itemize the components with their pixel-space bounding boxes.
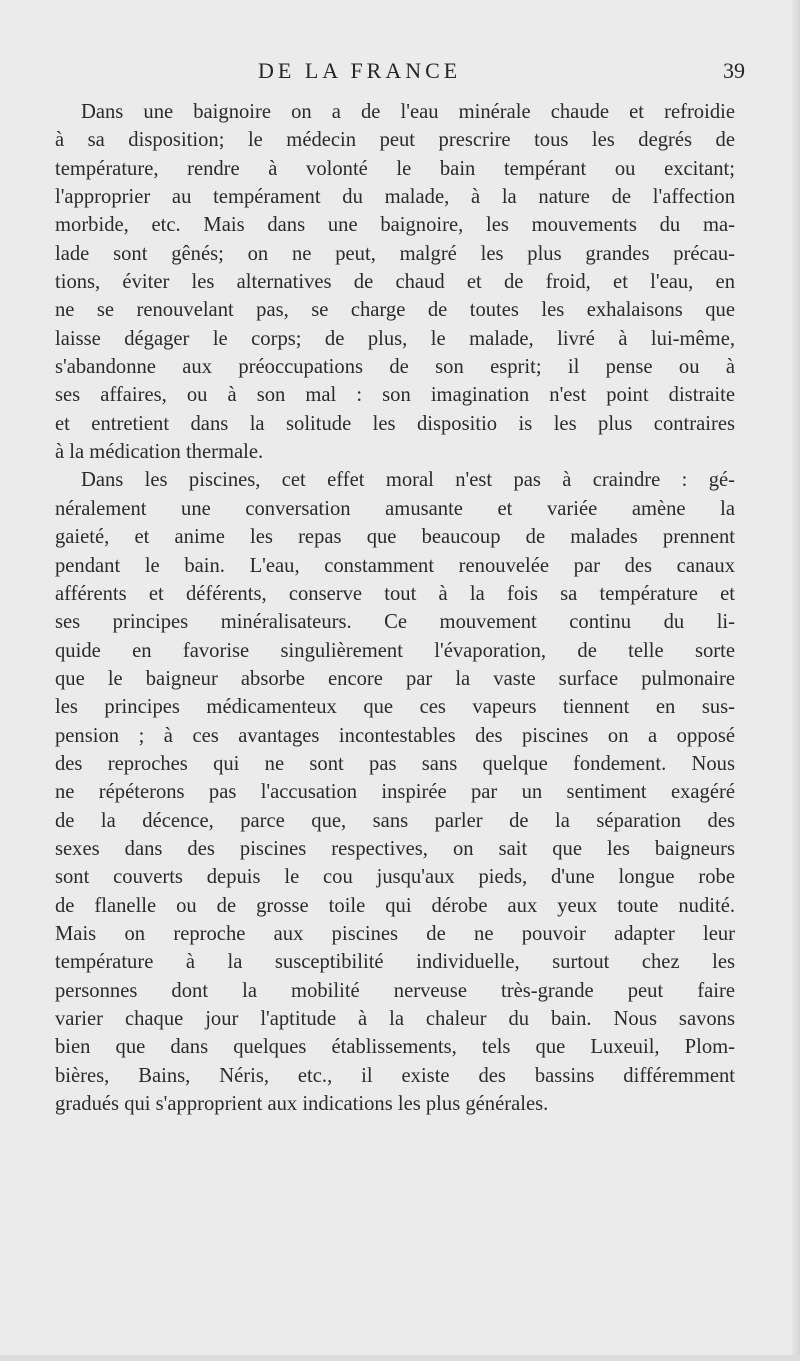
text-line: les principes médicamenteux que ces vapeurs tiennent en sus- [55, 696, 735, 719]
text-line: lade sont gênés; on ne peut, malgré les plus grandes précau- [55, 242, 735, 265]
paragraph-2 [55, 466, 735, 1118]
text-line: gaieté, et anime les repas que beaucoup de malades prennent [55, 526, 735, 549]
text-line: des reproches qui ne sont pas sans quelque fondement. Nous [55, 752, 735, 775]
text-line: Dans une baignoire on a de l'eau minérale chaude et refroidie [81, 101, 735, 123]
text-line: quide en favorise singulièrement l'évaporation, de telle sorte [55, 639, 735, 662]
text-line: l'approprier au tempérament du malade, à la nature de l'affection [55, 186, 735, 209]
body-text [55, 98, 735, 1118]
text-line: pension ; à ces avantages incontestables des piscines on a opposé [55, 724, 735, 747]
text-line: sont couverts depuis le cou jusqu'aux pieds, d'une longue robe [55, 866, 735, 889]
text-line: tions, éviter les alternatives de chaud et de froid, et l'eau, en [55, 271, 735, 294]
text-line: ses principes minéralisateurs. Ce mouvement continu du li- [55, 611, 735, 634]
text-line: Dans les piscines, cet effet moral n'est pas à craindre : gé- [81, 469, 735, 492]
text-line: s'abandonne aux préoccupations de son esprit; il pense ou à [55, 356, 735, 379]
text-line: pendant le bain. L'eau, constamment renouvelée par des canaux [55, 554, 735, 577]
text-line: morbide, etc. Mais dans une baignoire, les mouvements du ma- [55, 214, 735, 237]
text-line: ses affaires, ou à son mal : son imagination n'est point distraite [55, 384, 735, 407]
text-line: de flanelle ou de grosse toile qui dérobe aux yeux toute nudité. [55, 894, 735, 917]
text-line: de la décence, parce que, sans parler de la séparation des [55, 809, 735, 832]
text-line: bien que dans quelques établissements, tels que Luxeuil, Plom- [55, 1036, 735, 1059]
running-title: DE LA FRANCE [258, 58, 462, 83]
text-line: à la médication thermale. [55, 441, 264, 464]
text-line: que le baigneur absorbe encore par la vaste surface pulmonaire [55, 667, 735, 690]
text-line: ne répéterons pas l'accusation inspirée par un sentiment exagéré [55, 781, 735, 804]
text-line: et entretient dans la solitude les dispositio is les plus contraires [55, 412, 735, 435]
text-line: laisse dégager le corps; de plus, le malade, livré à lui-même, [55, 327, 735, 350]
running-header [0, 58, 800, 88]
page-edge-shadow [792, 0, 800, 1361]
text-line: personnes dont la mobilité nerveuse très-grande peut faire [55, 979, 735, 1002]
text-line: température, rendre à volonté le bain tempérant ou excitant; [55, 157, 735, 180]
text-line: sexes dans des piscines respectives, on sait que les baigneurs [55, 837, 735, 860]
text-line: Mais on reproche aux piscines de ne pouvoir adapter leur [55, 922, 735, 945]
text-line: afférents et déférents, conserve tout à la fois sa température et [55, 582, 735, 605]
text-line: varier chaque jour l'aptitude à la chaleur du bain. Nous savons [55, 1008, 735, 1030]
text-line: gradués qui s'approprient aux indications les plus générales. [55, 1093, 549, 1116]
paragraph-1 [55, 98, 735, 466]
text-line: ne se renouvelant pas, se charge de toutes les exhalaisons que [55, 299, 735, 322]
text-line: bières, Bains, Néris, etc., il existe des bassins différemment [55, 1064, 735, 1087]
text-line: néralement une conversation amusante et variée amène la [55, 497, 735, 520]
text-line: température à la susceptibilité individuelle, surtout chez les [55, 951, 735, 974]
page-bottom-edge [0, 1355, 800, 1361]
text-line: à sa disposition; le médecin peut prescrire tous les degrés de [55, 129, 735, 152]
page-number: 39 [723, 58, 745, 83]
